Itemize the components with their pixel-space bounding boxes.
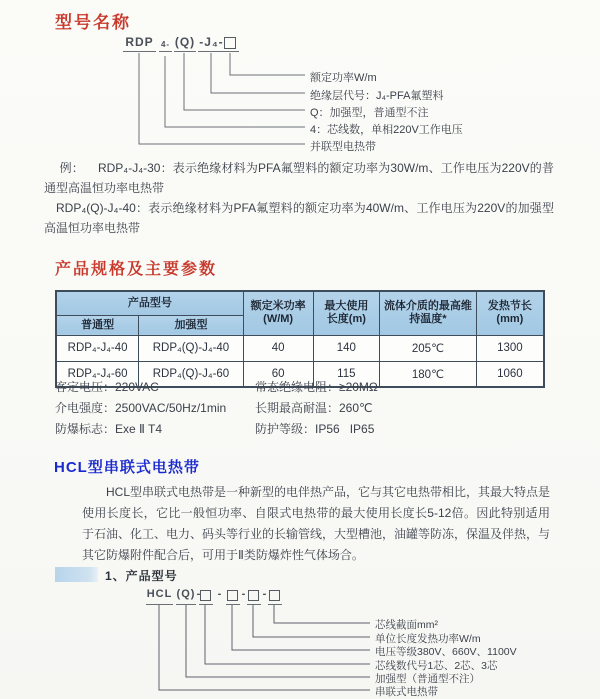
placeholder-box: [224, 37, 236, 49]
param-dielectric: 介电强度：2500VAC/50Hz/1min: [55, 401, 227, 415]
cell-reinforced-model: RDP₄(Q)-J₄-60: [139, 361, 244, 387]
placeholder-box: [269, 590, 280, 601]
hcl-box-wrap: [268, 588, 282, 605]
hcl-box-wrap: [199, 588, 213, 605]
hcl-dash: -: [241, 588, 247, 600]
hcl-model-diagram: [140, 588, 595, 698]
param-max-temp: 长期最高耐温：260℃: [255, 401, 373, 415]
cell-reinforced-model: RDP₄(Q)-J₄-40: [139, 335, 244, 361]
cell-temp: 205℃: [380, 335, 477, 361]
example-paragraph-2: RDP₄(Q)-J₄-40：表示绝缘材料为PFA氟塑料的额定功率为40W/m、工作电压为220V的加强型高温恒功率电热带: [44, 201, 554, 235]
rdp-label-insulation: 绝缘层代号：J₄-PFA氟塑料: [310, 90, 444, 102]
table-row: [56, 335, 544, 361]
cell-power: 40: [243, 335, 313, 361]
cell-power: 60: [243, 361, 313, 387]
cell-seg: 1300: [476, 335, 544, 361]
hcl-label-unit-power: 单位长度发热功率W/m: [375, 633, 481, 645]
cell-maxlen: 140: [313, 335, 380, 361]
cell-seg: 1060: [476, 361, 544, 387]
rdp-code-base: RDP: [123, 35, 156, 52]
placeholder-box: [248, 590, 259, 601]
th-segment-length: 发热节长 (mm): [476, 291, 544, 335]
cell-normal-model: RDP₄-J₄-40: [56, 335, 139, 361]
subtitle-highlight-bar: [55, 567, 98, 582]
cell-maxlen: 115: [313, 361, 380, 387]
spec-table: [55, 290, 545, 388]
th-product-model: 产品型号: [56, 291, 243, 315]
rdp-code-j: -J₄-: [198, 35, 225, 52]
placeholder-box: [200, 590, 211, 601]
th-max-length: 最大使用 长度(m): [313, 291, 380, 335]
placeholder-box: [227, 590, 238, 601]
hcl-dash: -: [217, 588, 223, 600]
rdp-code-q: (Q): [174, 35, 196, 52]
param-explosion-mark: 防爆标志：Exe Ⅱ T4: [55, 422, 163, 436]
hcl-code-q: (Q): [176, 588, 196, 605]
param-protection-grade: 防护等级：IP56 IP65: [255, 422, 375, 436]
subtitle-product-model: 1、产品型号: [105, 569, 178, 583]
th-normal-type: 普通型: [56, 315, 139, 335]
hcl-code-base: HCL: [146, 588, 173, 605]
hcl-dash: -: [262, 588, 268, 600]
hcl-label-cross-section: 芯线截面mm²: [375, 619, 438, 631]
param-rated-voltage: 客定电压：220VAC: [55, 380, 159, 394]
rdp-label-type: 并联型电热带: [310, 141, 376, 153]
hcl-box-wrap: [247, 588, 261, 605]
th-max-temp: 流体介质的最高维 持温度*: [380, 291, 477, 335]
param-insulation-resist: 常态绝缘电阻：≥20MΩ: [255, 380, 378, 394]
cell-temp: 180℃: [380, 361, 477, 387]
section-title-model-name: 型号名称: [55, 13, 131, 32]
hcl-label-reinforced: 加强型（普通型不注）: [375, 673, 480, 685]
hcl-label-core-count: 芯线数代号1芯、2芯、3芯: [375, 660, 498, 672]
hcl-label-voltage: 电压等级380V、660V、1100V: [375, 646, 517, 658]
hcl-paragraph: HCL型串联式电热带是一种新型的电伴热产品，它与其它电热带相比，其最大特点是使用长度长，它比一般恒功率、自限式电热带的最大使用长度长5-12倍。因此特别适用于石油、化工、电力、码头等行业的长输管线，大型槽池，油罐等防冻，保温及伴热，与其它防爆附件配合后，可用于Ⅱ类防爆炸性气体场合。: [82, 485, 551, 562]
rdp-label-cores: 4：芯线数，单相220V工作电压: [310, 124, 463, 136]
rdp-code-box-wrap: [221, 35, 239, 52]
cell-normal-model: RDP₄-J₄-60: [56, 361, 139, 387]
th-reinforced-type: 加强型: [139, 315, 244, 335]
th-rated-power: 额定米功率 (W/M): [243, 291, 313, 335]
rdp-label-power: 额定功率W/m: [310, 72, 377, 84]
rdp-model-diagram: [118, 35, 563, 157]
hcl-box-wrap: [226, 588, 240, 605]
rdp-code-subscript: 4-: [159, 40, 172, 52]
hcl-label-series-type: 串联式电热带: [375, 686, 438, 698]
section-title-specs: 产品规格及主要参数: [55, 261, 218, 278]
example-paragraph-1: 例： RDP₄-J₄-30：表示绝缘材料为PFA氟塑料的额定功率为30W/m、工作电压为220V的普通型高温恒功率电热带: [44, 161, 554, 195]
rdp-label-reinforced: Q：加强型，普通型不注: [310, 107, 429, 119]
hcl-dash: -: [196, 588, 202, 600]
section-title-hcl: HCL型串联式电热带: [54, 459, 200, 476]
